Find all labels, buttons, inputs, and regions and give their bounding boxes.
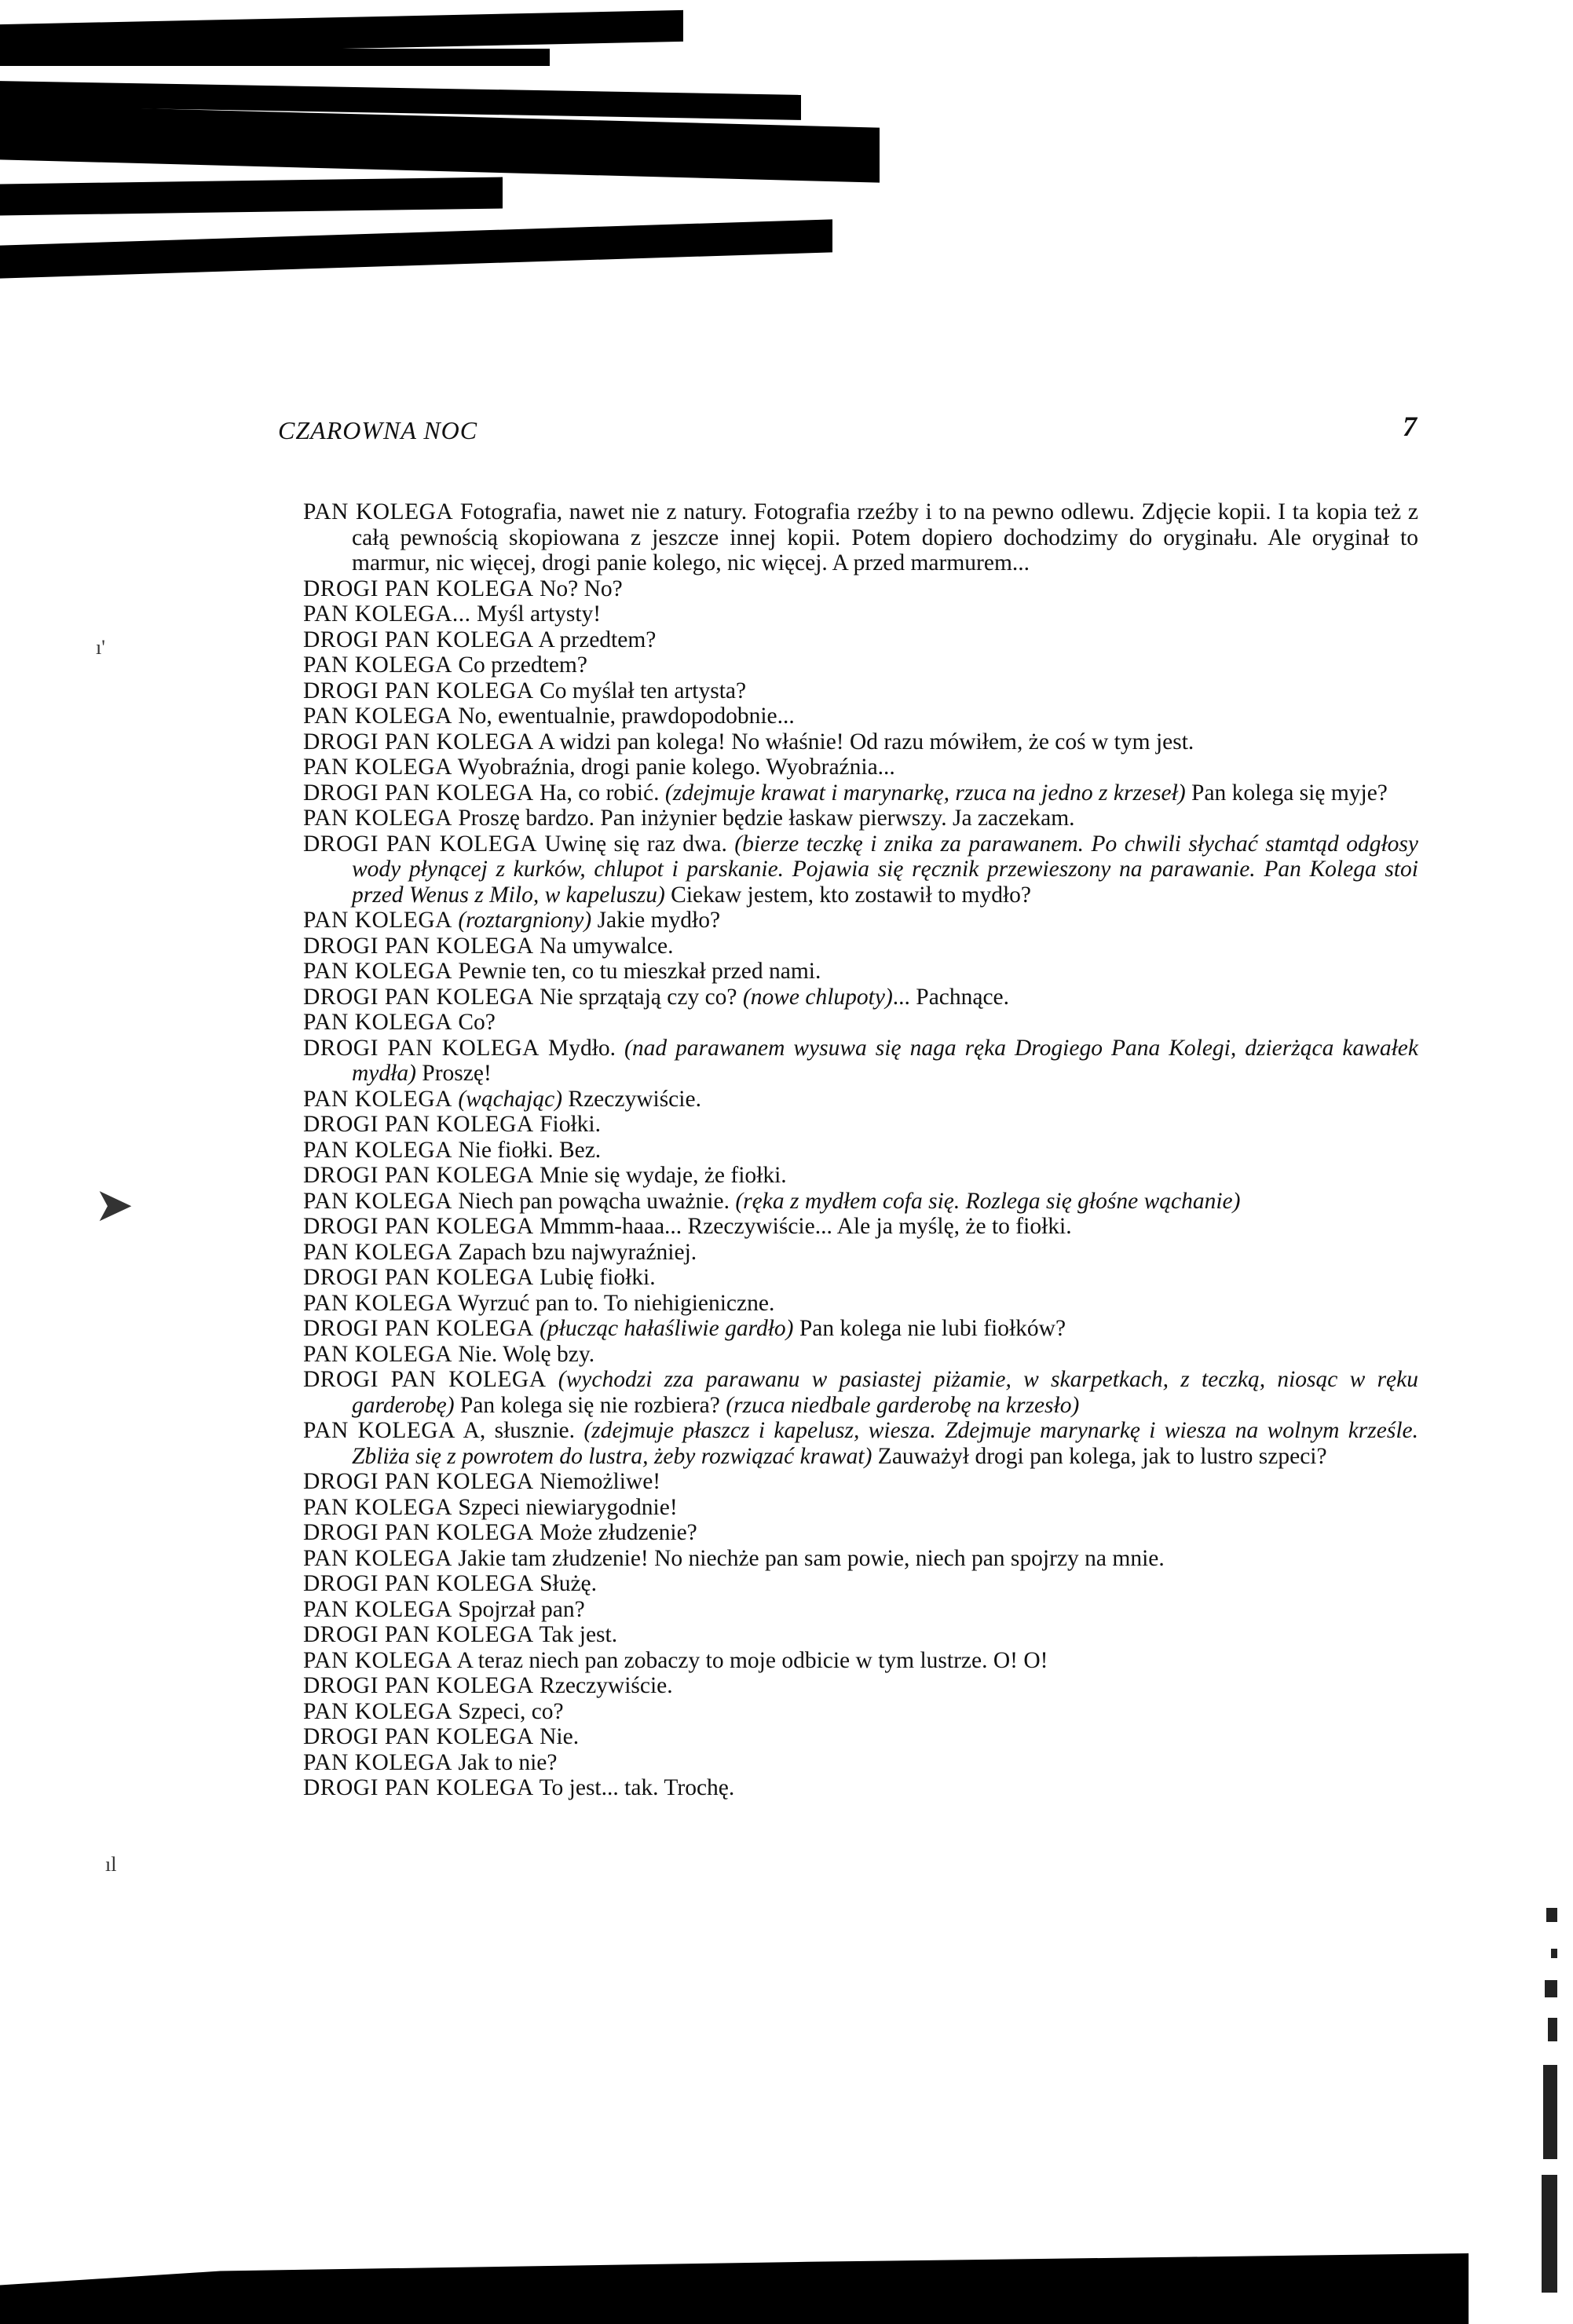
speech-text: Pan kolega nie lubi fiołków? (793, 1316, 1066, 1341)
dialogue-line (303, 1342, 1418, 1368)
speech-text: A przedtem? (533, 627, 657, 652)
dialogue-line (303, 985, 1418, 1010)
dialogue-line (303, 1571, 1418, 1597)
speech-text: Na umywalce. (533, 933, 674, 959)
speech-text: Szpeci, co? (452, 1698, 564, 1724)
dialogue-line (303, 1750, 1418, 1776)
speech-text: A teraz niech pan zobaczy to moje odbicie w tym lustrze. O! O! (452, 1647, 1048, 1673)
speech-text: No? No? (533, 576, 623, 601)
speech-text: Mmmm-haaa... Rzeczywiście... Ale ja myślę, że to fiołki. (533, 1214, 1072, 1239)
dialogue-line (303, 1291, 1418, 1317)
speech-text: Pan kolega się myje? (1185, 780, 1388, 806)
speaker-name: PAN KOLEGA (303, 1418, 455, 1443)
speech-text: Rzeczywiście. (562, 1086, 701, 1112)
speech-text: A widzi pan kolega! No właśnie! Od razu mówiłem, że coś w tym jest. (533, 729, 1194, 755)
speech-text: Tak jest. (533, 1622, 618, 1647)
speech-text: Nie. (533, 1724, 580, 1749)
stage-direction: (wąchając) (458, 1086, 563, 1112)
dialogue-line (303, 1546, 1418, 1572)
speaker-name: PAN KOLEGA (303, 908, 452, 933)
dialogue-line (303, 1622, 1418, 1648)
speaker-name: DROGI PAN KOLEGA (303, 933, 534, 959)
dialogue-line (303, 1597, 1418, 1623)
margin-mark: ı' (96, 636, 105, 659)
dialogue-line (303, 627, 1418, 653)
speaker-name: PAN KOLEGA (303, 1188, 452, 1214)
dialogue-line (303, 1189, 1418, 1215)
speech-text: Nie sprzątają czy co? (533, 984, 743, 1010)
dialogue-line (303, 1010, 1418, 1036)
dialogue-line (303, 576, 1418, 602)
speech-text: Nie fiołki. Bez. (452, 1137, 602, 1163)
dialogue-line (303, 1367, 1418, 1418)
dialogue-line (303, 780, 1418, 806)
header-title: CZAROWNA NOC (278, 416, 478, 444)
dialogue-line (303, 601, 1418, 627)
stage-direction: (płucząc hałaśliwie gardło) (540, 1316, 794, 1341)
speaker-name: DROGI PAN KOLEGA (303, 1112, 534, 1137)
speaker-name: PAN KOLEGA (303, 1545, 452, 1571)
speaker-name: PAN KOLEGA (303, 1137, 452, 1163)
dialogue-line (303, 499, 1418, 576)
speaker-name: DROGI PAN KOLEGA (303, 1724, 534, 1749)
speech-text: Co? (452, 1010, 496, 1035)
stage-direction: (bierze teczkę i znika za parawanem. Po chwili słychać stamtąd odgłosy wody płynącej z kurków, chlupot i parskanie. Pojawia się ręcznik przewieszony na parawanie. Pan Kolega stoi przed Wenus z Milo, w kapeluszu) (352, 831, 1418, 908)
speech-text (547, 1367, 558, 1392)
speech-text (534, 1316, 540, 1341)
speech-text: Może złudzenie? (533, 1520, 697, 1545)
margin-mark: ıl (105, 1853, 117, 1876)
speaker-name: DROGI PAN KOLEGA (303, 984, 534, 1010)
speech-text: Co myślał ten artysta? (533, 678, 747, 703)
dialogue-line (303, 1699, 1418, 1725)
speech-text: Zauważył drogi pan kolega, jak to lustro szpeci? (872, 1443, 1327, 1469)
speech-text: Ciekaw jestem, kto zostawił to mydło? (664, 882, 1031, 908)
dialogue-line (303, 1648, 1418, 1674)
speech-text: No, ewentualnie, prawdopodobnie... (452, 703, 795, 729)
speaker-name: DROGI PAN KOLEGA (303, 1265, 534, 1290)
speaker-name: PAN KOLEGA (303, 959, 452, 984)
speech-text: Nie. Wolę bzy. (452, 1341, 595, 1367)
speech-text: Szpeci niewiarygodnie! (452, 1494, 678, 1520)
dialogue-line (303, 1163, 1418, 1189)
speech-text: Mnie się wydaje, że fiołki. (533, 1163, 787, 1188)
running-header (278, 411, 1417, 455)
stage-direction: (roztargniony) (458, 908, 592, 933)
dialogue-line (303, 652, 1418, 678)
speech-text: Co przedtem? (452, 652, 587, 678)
dialogue-line (303, 1214, 1418, 1240)
dialogue-line (303, 908, 1418, 934)
scan-edge-right (1510, 1900, 1557, 2324)
speech-text: Wyrzuć pan to. To niehigieniczne. (452, 1290, 775, 1316)
speech-text: Ha, co robić. (533, 780, 665, 806)
speaker-name: PAN KOLEGA (303, 1494, 452, 1520)
speaker-name: PAN KOLEGA (303, 1086, 452, 1112)
speaker-name: DROGI PAN KOLEGA (303, 1571, 534, 1596)
speaker-name: DROGI PAN KOLEGA (303, 1469, 534, 1494)
speech-text: Niech pan powącha uważnie. (452, 1188, 736, 1214)
stage-direction: (nad parawanem wysuwa się naga ręka Drogiego Pana Kolegi, dzierżąca kawałek mydła) (352, 1035, 1418, 1086)
scan-smear-bottom (0, 2253, 1469, 2324)
stage-direction: (wychodzi zza parawanu w pasiastej piżamie, w skarpetkach, z teczką, niosąc w ręku garderobę) (352, 1367, 1418, 1418)
dialogue-line (303, 1087, 1418, 1113)
dialogue-line (303, 678, 1418, 704)
speaker-name: DROGI PAN KOLEGA (303, 1214, 534, 1239)
dialogue-line (303, 1673, 1418, 1699)
speaker-name: PAN KOLEGA (303, 1341, 452, 1367)
speaker-name: PAN KOLEGA (303, 1010, 452, 1035)
speaker-name: PAN KOLEGA (303, 1290, 452, 1316)
speaker-name: PAN KOLEGA (303, 755, 452, 780)
speech-text: To jest... tak. Trochę. (533, 1775, 735, 1800)
speaker-name: DROGI PAN KOLEGA (303, 678, 534, 703)
speaker-name: DROGI PAN KOLEGA (303, 1367, 547, 1392)
margin-mark: ➤ (94, 1179, 134, 1231)
stage-direction: (zdejmuje krawat i marynarkę, rzuca na jedno z krzeseł) (664, 780, 1186, 806)
dialogue-line (303, 1418, 1418, 1469)
speaker-name: PAN KOLEGA (303, 652, 452, 678)
speech-text: Jakie mydło? (591, 908, 721, 933)
stage-direction: (nowe chlupoty) (742, 984, 893, 1010)
speaker-name: DROGI PAN KOLEGA (303, 1163, 534, 1188)
dialogue-line (303, 1775, 1418, 1801)
speaker-name: DROGI PAN KOLEGA (303, 1775, 534, 1800)
speech-text: Mydło. (539, 1035, 625, 1061)
speaker-name: DROGI PAN KOLEGA (303, 831, 537, 857)
dialogue-line (303, 1520, 1418, 1546)
speaker-name: DROGI PAN KOLEGA (303, 780, 534, 806)
speech-text: Lubię fiołki. (533, 1265, 656, 1290)
speech-text: Myśl artysty! (470, 601, 602, 627)
speaker-name: PAN KOLEGA... (303, 601, 471, 627)
speaker-name: DROGI PAN KOLEGA (303, 729, 534, 755)
speech-text: Pewnie ten, co tu mieszkał przed nami. (452, 959, 821, 984)
speaker-name: DROGI PAN KOLEGA (303, 1316, 534, 1341)
dialogue-line (303, 755, 1418, 780)
speech-text: Pan kolega się nie rozbiera? (454, 1392, 726, 1418)
dialogue-line (303, 806, 1418, 831)
speaker-name: PAN KOLEGA (303, 1698, 452, 1724)
speaker-name: PAN KOLEGA (303, 1596, 452, 1622)
dialogue-line (303, 703, 1418, 729)
stage-direction: (ręka z mydłem cofa się. Rozlega się głośne wąchanie) (735, 1188, 1241, 1214)
dialogue-line (303, 1469, 1418, 1495)
speaker-name: DROGI PAN KOLEGA (303, 1520, 534, 1545)
speaker-name: DROGI PAN KOLEGA (303, 1622, 534, 1647)
speech-text: Fiołki. (533, 1112, 601, 1137)
speech-text: Zapach bzu najwyraźniej. (452, 1239, 697, 1265)
dialogue-line (303, 1495, 1418, 1521)
dialogue-line (303, 934, 1418, 959)
dialogue-line (303, 1036, 1418, 1087)
speech-text: Rzeczywiście. (533, 1673, 673, 1698)
stage-direction: (zdejmuje płaszcz i kapelusz, wiesza. Zdejmuje marynarkę i wiesza na wolnym krześle. Zbliża się z powrotem do lustra, żeby rozwiązać krawat) (352, 1418, 1419, 1469)
speaker-name: PAN KOLEGA (303, 499, 454, 524)
speaker-name: PAN KOLEGA (303, 806, 452, 831)
speaker-name: PAN KOLEGA (303, 1749, 452, 1775)
speech-text: Wyobraźnia, drogi panie kolego. Wyobraźnia... (452, 755, 895, 780)
speaker-name: DROGI PAN KOLEGA (303, 1035, 540, 1061)
dialogue-line (303, 729, 1418, 755)
speech-text: Fotografia, nawet nie z natury. Fotografia rzeźby i to na pewno odlewu. Zdjęcie kopii. I ta kopia też z całą pewnością skopiowana z jeszcze innej kopii. Potem dopiero dochodzimy do oryginału. Ale oryginał to marmur, nic więcej, drogi panie kolego, nic więcej. A przed marmurem... (352, 499, 1418, 576)
speech-text: Proszę bardzo. Pan inżynier będzie łaskaw pierwszy. Ja zaczekam. (452, 806, 1075, 831)
speech-text: Jak to nie? (452, 1749, 558, 1775)
speech-text: Niemożliwe! (533, 1469, 661, 1494)
dialogue-line (303, 1240, 1418, 1266)
play-script (303, 499, 1418, 1801)
dialogue-line (303, 831, 1418, 908)
dialogue-line (303, 1138, 1418, 1164)
speech-text: Jakie tam złudzenie! No niechże pan sam powie, niech pan spojrzy na mnie. (452, 1545, 1165, 1571)
speaker-name: DROGI PAN KOLEGA (303, 1673, 534, 1698)
speaker-name: PAN KOLEGA (303, 1647, 452, 1673)
speaker-name: PAN KOLEGA (303, 703, 452, 729)
dialogue-line (303, 1265, 1418, 1291)
speaker-name: DROGI PAN KOLEGA (303, 576, 534, 601)
dialogue-line (303, 1724, 1418, 1750)
speech-text: ... Pachnące. (892, 984, 1010, 1010)
dialogue-line (303, 959, 1418, 985)
speaker-name: DROGI PAN KOLEGA (303, 627, 534, 652)
speech-text: A, słusznie. (455, 1418, 584, 1443)
speech-text: Spojrzał pan? (452, 1596, 585, 1622)
speaker-name: PAN KOLEGA (303, 1239, 452, 1265)
stage-direction: (rzuca niedbale garderobę na krzesło) (726, 1392, 1080, 1418)
speech-text: Proszę! (415, 1061, 492, 1086)
page-number: 7 (1403, 411, 1417, 442)
speech-text: Uwinę się raz dwa. (536, 831, 735, 857)
speech-text: Służę. (533, 1571, 598, 1596)
dialogue-line (303, 1316, 1418, 1342)
dialogue-line (303, 1112, 1418, 1138)
